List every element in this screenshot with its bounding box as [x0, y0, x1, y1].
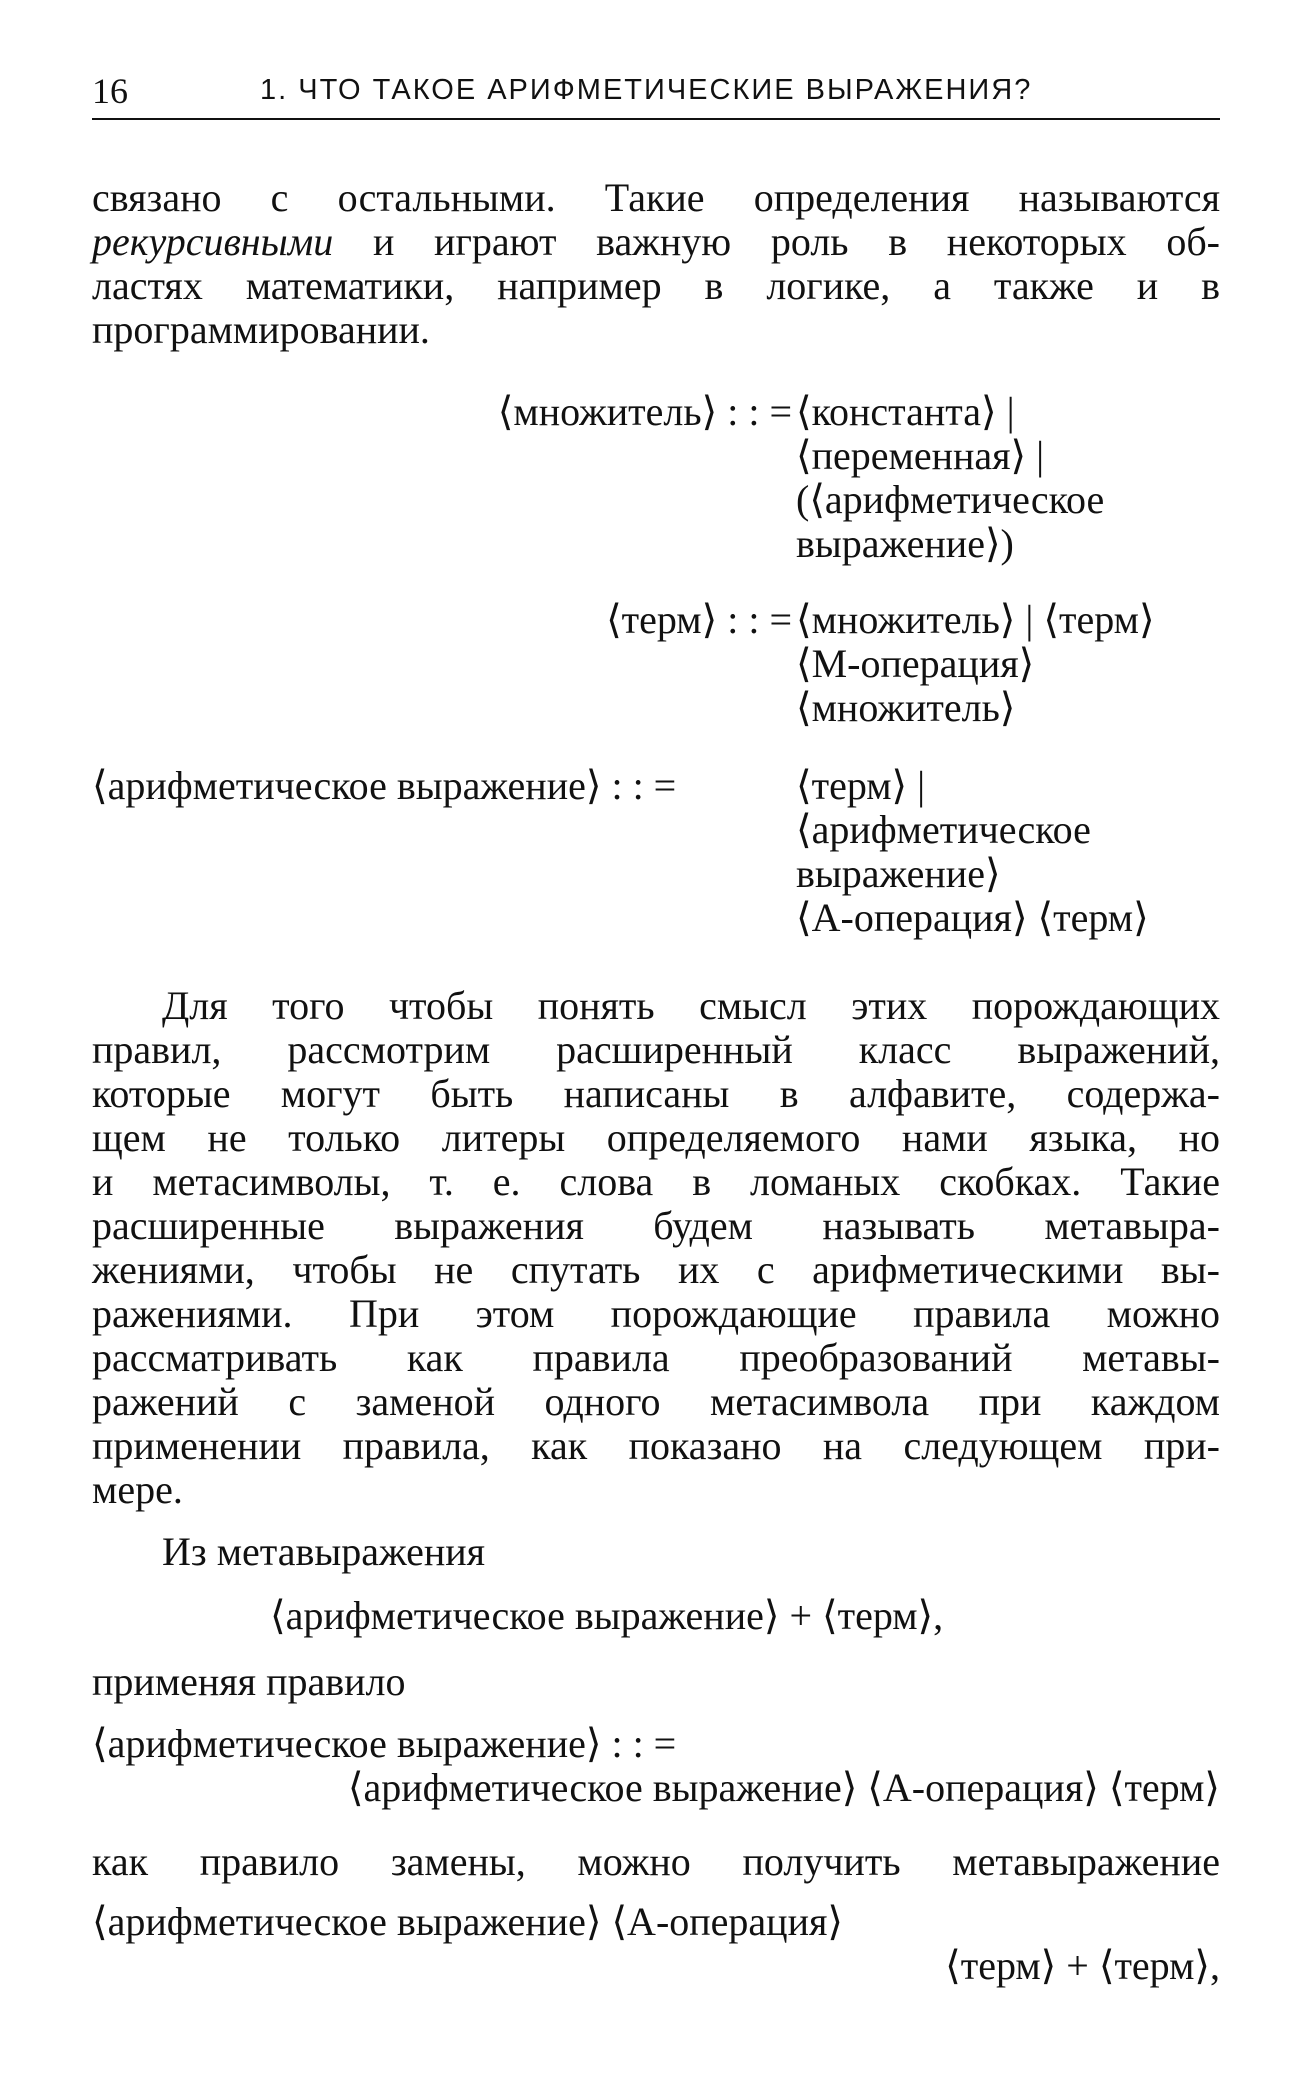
body-line-5: и метасимволы, т. е. слова в ломаных скобках. Такие	[92, 1159, 1220, 1204]
rule-factor-rhs-1: ⟨константа⟩ |	[796, 389, 1015, 434]
running-header	[92, 62, 1220, 120]
page-number: 16	[92, 71, 128, 111]
intro-line-2	[92, 220, 1220, 264]
body-line-1: Для того чтобы понять смысл этих порождающих	[162, 983, 1220, 1028]
body-line-10: ражений с заменой одного метасимвола при каждом	[92, 1379, 1220, 1424]
intro-line-4: программировании.	[92, 307, 430, 352]
example-from-label: Из метавыражения	[162, 1529, 486, 1574]
rule-factor-rhs-3: (⟨арифметическое	[796, 477, 1105, 522]
rule-expr-rhs-3: выражение⟩	[796, 851, 1001, 896]
example-metaexpression: ⟨арифметическое выражение⟩ + ⟨терм⟩,	[270, 1593, 944, 1638]
body-line-8: ражениями. При этом порождающие правила можно	[92, 1291, 1220, 1336]
body-line-3: которые могут быть написаны в алфавите, содержа-	[92, 1071, 1220, 1116]
example-applying: применяя правило	[92, 1659, 406, 1704]
rule-term-lhs: ⟨терм⟩ : : =	[606, 597, 792, 642]
example-rule-line-1: ⟨арифметическое выражение⟩ : : =	[92, 1721, 677, 1766]
body-line-7: жениями, чтобы не спутать их с арифметическими вы-	[92, 1247, 1220, 1292]
rule-expr-rhs-4: ⟨А-операция⟩ ⟨терм⟩	[796, 895, 1149, 940]
chapter-title: 1. ЧТО ТАКОЕ АРИФМЕТИЧЕСКИЕ ВЫРАЖЕНИЯ?	[260, 74, 1033, 106]
body-line-4: щем не только литеры определяемого нами языка, но	[92, 1115, 1220, 1160]
rule-term-rhs-1: ⟨множитель⟩ | ⟨терм⟩	[796, 597, 1155, 642]
example-as-replacement: как правило замены, можно получить метавыражение	[92, 1839, 1220, 1884]
intro-italic-term: рекурсивными	[92, 219, 334, 264]
rule-expr-rhs-2: ⟨арифметическое	[796, 807, 1091, 852]
rule-term-rhs-2: ⟨М-операция⟩	[796, 641, 1035, 686]
intro-line-1: связано с остальными. Такие определения называются	[92, 175, 1220, 220]
rule-expr-rhs-1: ⟨терм⟩ |	[796, 763, 926, 808]
rule-factor-rhs-2: ⟨переменная⟩ |	[796, 433, 1045, 478]
example-result-line-2: ⟨терм⟩ + ⟨терм⟩,	[945, 1943, 1220, 1988]
intro-line-2-rest: и играют важную роль в некоторых об-	[372, 219, 1220, 264]
intro-line-3: ластях математики, например в логике, а также и в	[92, 263, 1220, 308]
body-line-9: рассматривать как правила преобразований метавы-	[92, 1335, 1220, 1380]
rule-factor-rhs-4: выражение⟩)	[796, 521, 1014, 566]
rule-expr-lhs: ⟨арифметическое выражение⟩ : : =	[92, 763, 677, 808]
body-line-6: расширенные выражения будем называть метавыра-	[92, 1203, 1220, 1248]
body-line-2: правил, рассмотрим расширенный класс выражений,	[92, 1027, 1220, 1072]
rule-factor-lhs: ⟨множитель⟩ : : =	[497, 389, 792, 434]
rule-term-rhs-3: ⟨множитель⟩	[796, 685, 1016, 730]
example-result-line-1: ⟨арифметическое выражение⟩ ⟨А-операция⟩	[92, 1899, 843, 1944]
body-line-12: мере.	[92, 1467, 183, 1512]
body-line-11: применении правила, как показано на следующем при-	[92, 1423, 1220, 1468]
example-rule-line-2: ⟨арифметическое выражение⟩ ⟨А-операция⟩ ⟨терм⟩	[347, 1765, 1220, 1810]
